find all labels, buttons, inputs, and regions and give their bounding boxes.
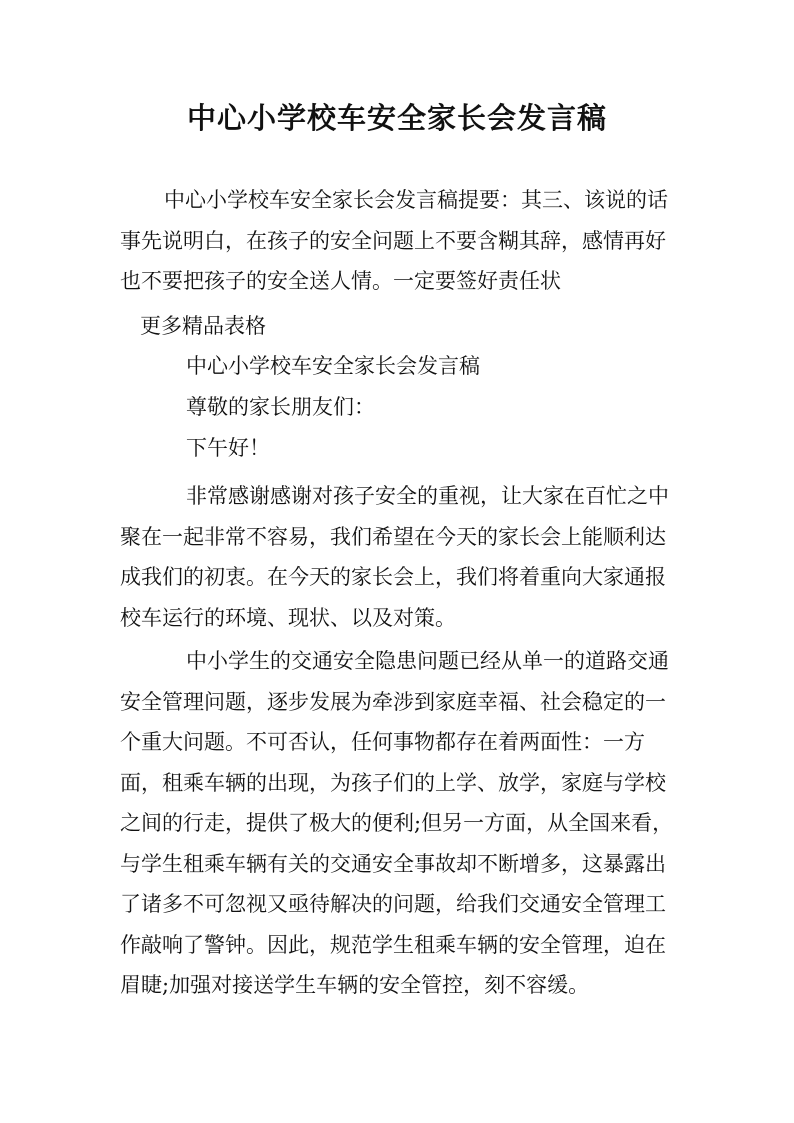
greeting: 下午好！ bbox=[186, 436, 270, 460]
summary-paragraph: 中心小学校车安全家长会发言稿提要：其三、该说的话事先说明白，在孩子的安全问题上不要含糊其辞，感情再好也不要把孩子的安全送人情。一定要签好责任状 bbox=[120, 188, 668, 293]
more-templates-link[interactable]: 更多精品表格 bbox=[140, 314, 266, 338]
speech-subtitle: 中心小学校车安全家长会发言稿 bbox=[186, 354, 480, 378]
salutation: 尊敬的家长朋友们： bbox=[186, 395, 375, 419]
body-paragraph-2: 中小学生的交通安全隐患问题已经从单一的道路交通安全管理问题，逐步发展为牵涉到家庭幸福、社会稳定的一个重大问题。不可否认，任何事物都存在着两面性：一方面，租乘车辆的出现，为孩子们的上学、放学，家庭与学校之间的行走，提供了极大的便利;但另一方面，从全国来看，与学生租乘车辆有关的交通安全事故却不断增多，这暴露出了诸多不可忽视又亟待解决的问题，给我们交通安全管理工作敲响了警钟。因此，规范学生租乘车辆的安全管理，迫在眉睫;加强对接送学生车辆的安全管控，刻不容缓。 bbox=[120, 649, 674, 997]
body-paragraph-1: 非常感谢感谢对孩子安全的重视，让大家在百忙之中聚在一起非常不容易，我们希望在今天的家长会上能顺利达成我们的初衷。在今天的家长会上，我们将着重向大家通报校车运行的环境、现状、以及对策。 bbox=[120, 484, 669, 630]
document-title: 中心小学校车安全家长会发言稿 bbox=[186, 101, 607, 135]
